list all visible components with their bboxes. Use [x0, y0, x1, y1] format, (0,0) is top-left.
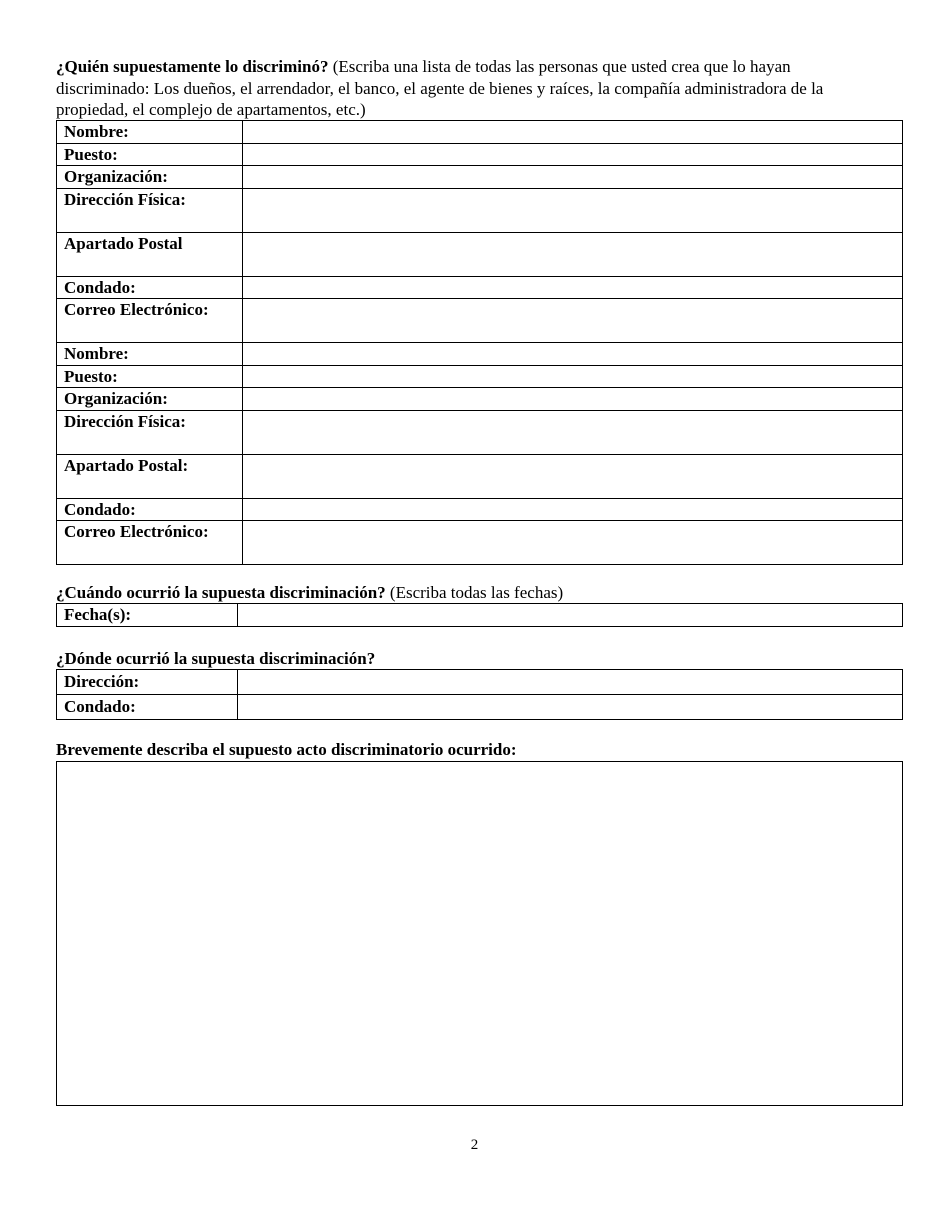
- name-field-2[interactable]: [243, 343, 903, 366]
- field-label: Fecha(s):: [57, 604, 238, 627]
- table-row: [57, 188, 903, 232]
- table-row: [57, 604, 903, 627]
- dates-field[interactable]: [238, 604, 903, 627]
- field-label: Dirección:: [57, 670, 238, 695]
- table-row: [57, 498, 903, 521]
- respondents-instruction: (Escriba una lista de todas las personas que usted crea que lo hayan discriminado: Los dueños, el arrendador, el banco, el agente de bienes y raíces, la compañía administradora de la propiedad, el complejo de apartamentos, etc.): [56, 57, 824, 119]
- description-question: Brevemente describa el supuesto acto discriminatorio ocurrido:: [56, 740, 517, 759]
- table-row: [57, 121, 903, 144]
- county-field-2[interactable]: [243, 498, 903, 521]
- position-field-2[interactable]: [243, 365, 903, 388]
- table-row: [57, 454, 903, 498]
- table-row: [57, 695, 903, 720]
- email-field-1[interactable]: [243, 299, 903, 343]
- description-heading: [56, 739, 517, 761]
- table-row: [57, 166, 903, 189]
- where-question: ¿Dónde ocurrió la supuesta discriminación?: [56, 649, 376, 668]
- when-heading: [56, 582, 563, 604]
- respondents-question: ¿Quién supuestamente lo discriminó?: [56, 57, 329, 76]
- field-label: Apartado Postal: [57, 232, 243, 276]
- dates-table: [56, 603, 903, 627]
- table-row: [57, 276, 903, 299]
- field-label: Correo Electrónico:: [57, 299, 243, 343]
- when-question: ¿Cuándo ocurrió la supuesta discriminación?: [56, 583, 386, 602]
- when-instruction: (Escriba todas las fechas): [385, 583, 564, 602]
- field-label: Nombre:: [57, 343, 243, 366]
- po-box-field-1[interactable]: [243, 232, 903, 276]
- table-row: [57, 410, 903, 454]
- field-label: Organización:: [57, 166, 243, 189]
- respondents-intro: [56, 56, 826, 121]
- field-label: Condado:: [57, 276, 243, 299]
- organization-field-2[interactable]: [243, 388, 903, 411]
- county-field[interactable]: [238, 695, 903, 720]
- field-label: Correo Electrónico:: [57, 521, 243, 565]
- field-label: Nombre:: [57, 121, 243, 144]
- where-heading: [56, 648, 375, 670]
- field-label: Dirección Física:: [57, 188, 243, 232]
- field-label: Condado:: [57, 498, 243, 521]
- address-field[interactable]: [238, 670, 903, 695]
- physical-address-field-2[interactable]: [243, 410, 903, 454]
- po-box-field-2[interactable]: [243, 454, 903, 498]
- table-row: [57, 299, 903, 343]
- location-table: [56, 669, 903, 720]
- field-label: Organización:: [57, 388, 243, 411]
- table-row: [57, 143, 903, 166]
- email-field-2[interactable]: [243, 521, 903, 565]
- name-field-1[interactable]: [243, 121, 903, 144]
- table-row: [57, 521, 903, 565]
- field-label: Condado:: [57, 695, 238, 720]
- table-row: [57, 365, 903, 388]
- respondents-table: [56, 120, 903, 565]
- county-field-1[interactable]: [243, 276, 903, 299]
- table-row: [57, 232, 903, 276]
- field-label: Puesto:: [57, 143, 243, 166]
- description-textarea[interactable]: [56, 761, 903, 1106]
- position-field-1[interactable]: [243, 143, 903, 166]
- table-row: [57, 343, 903, 366]
- organization-field-1[interactable]: [243, 166, 903, 189]
- table-row: [57, 388, 903, 411]
- field-label: Apartado Postal:: [57, 454, 243, 498]
- table-row: [57, 670, 903, 695]
- page-number: 2: [470, 1137, 479, 1153]
- field-label: Puesto:: [57, 365, 243, 388]
- physical-address-field-1[interactable]: [243, 188, 903, 232]
- field-label: Dirección Física:: [57, 410, 243, 454]
